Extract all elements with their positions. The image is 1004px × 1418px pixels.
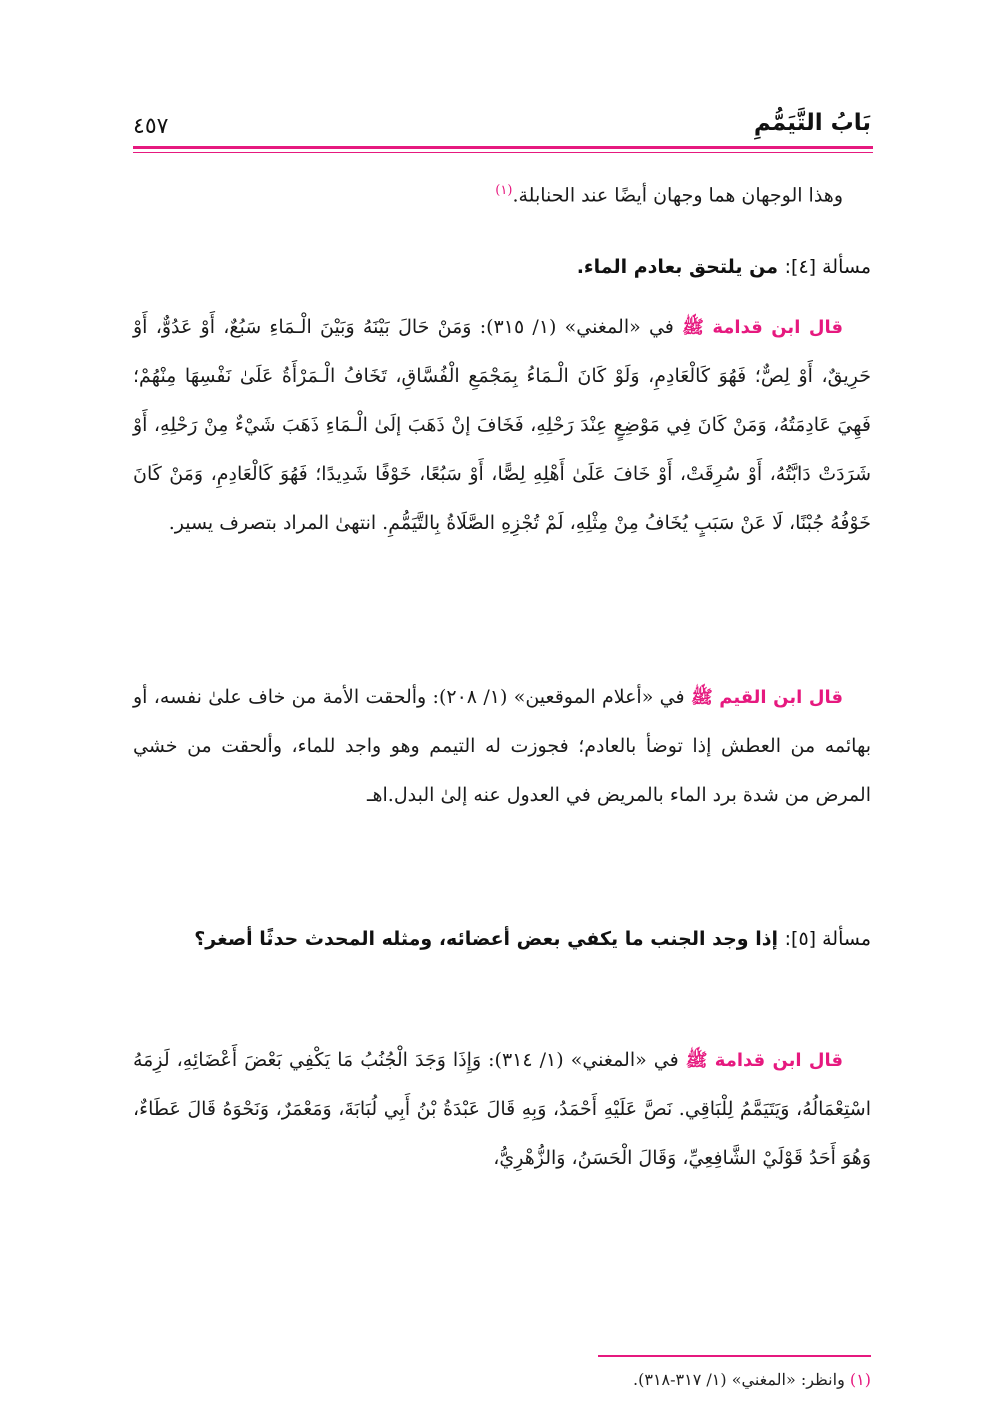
header-rule-thin: [133, 152, 873, 153]
intro-paragraph: [133, 166, 871, 220]
footnote-text: وانظر: «المغني» (١/ ٣١٧-٣١٨).: [633, 1370, 845, 1389]
quote-3-speaker: قال ابن قدامة ﷺ: [685, 1050, 844, 1071]
footnote: [633, 1370, 871, 1389]
quote-ibn-alqayyim: [133, 673, 871, 820]
quote-3-body: في «المغني» (١/ ٣١٤): وَإِذَا وَجَدَ الْجُنُبُ مَا يَكْفِي بَعْضَ أَعْضَائِهِ، لَزِمَهُ اسْتِعْمَالُهُ، وَيَتَيَمَّمُ لِلْبَاقِي. نَصَّ عَلَيْهِ أَحْمَدُ، وَبِهِ قَالَ عَبْدَةُ بْنُ أَبِي لُبَابَةَ، وَمَعْمَرٌ، وَنَحْوَهُ قَالَ عَطَاءٌ، وَهُوَ أَحَدُ قَوْلَيْ الشَّافِعِيِّ، وَقَالَ الْحَسَنُ، وَالزُّهْرِيُّ،: [133, 1049, 871, 1169]
running-head: [133, 104, 871, 144]
issue-4-label: مسألة [٤]:: [784, 256, 871, 278]
header-rule-thick: [133, 146, 873, 149]
quote-ibn-qudamah-2: [133, 1036, 871, 1183]
footnote-mark: (١): [849, 1370, 871, 1389]
issue-5-title: إذا وجد الجنب ما يكفي بعض أعضائه، ومثله المحدث حدثًا أصغر؟: [194, 928, 778, 950]
quote-1-speaker: قال ابن قدامة ﷺ: [682, 317, 843, 338]
issue-5-heading: [133, 916, 871, 962]
page-number: ٤٥٧: [133, 114, 169, 139]
footnote-rule: [598, 1355, 871, 1357]
footnote-reference[interactable]: (١): [495, 183, 513, 198]
issue-4-heading: [133, 243, 871, 291]
quote-ibn-qudamah-1: [133, 303, 871, 548]
quote-1-body: في «المغني» (١/ ٣١٥): وَمَنْ حَالَ بَيْنَهُ وَبَيْنَ الْـمَاءِ سَبُعٌ، أَوْ عَدُوٌّ، أَوْ حَرِيقٌ، أَوْ لِصٌّ؛ فَهُوَ كَالْعَادِمِ، وَلَوْ كَانَ الْـمَاءُ بِمَجْمَعِ الْفُسَّاقِ، تَخَافُ الْـمَرْأَةُ عَلَىٰ نَفْسِهَا مِنْهُمْ؛ فَهِيَ عَادِمَتُهُ، وَمَنْ كَانَ فِي مَوْضِعٍ عِنْدَ رَحْلِهِ، فَخَافَ إنْ ذَهَبَ إلَىٰ الْـمَاءِ ذَهَبَ شَيْءٌ مِنْ رَحْلِهِ، أَوْ شَرَدَتْ دَابَّتُهُ، أَوْ سُرِقَتْ، أَوْ خَافَ عَلَىٰ أَهْلِهِ لِصًّا، أَوْ سَبُعًا، خَوْفًا شَدِيدًا؛ فَهُوَ كَالْعَادِمِ، وَمَنْ كَانَ خَوْفُهُ جُبْنًا، لَا عَنْ سَبَبٍ يُخَافُ مِنْ مِثْلِهِ، لَمْ تُجْزِهِ الصَّلَاةُ بِالتَّيَمُّمِ. انتهىٰ المراد بتصرف يسير.: [133, 316, 871, 534]
issue-5-label: مسألة [٥]:: [784, 928, 871, 950]
quote-2-speaker: قال ابن القيم ﷺ: [690, 687, 844, 708]
intro-text: وهذا الوجهان هما وجهان أيضًا عند الحنابلة.: [512, 184, 843, 207]
chapter-title: بَابُ التَّيَمُّمِ: [753, 110, 871, 136]
issue-4-title: من يلتحق بعادم الماء.: [576, 256, 778, 278]
quote-2-body: في «أعلام الموقعين» (١/ ٢٠٨): وألحقت الأمة من خاف علىٰ نفسه، أو بهائمه من العطش إذا توضأ بالعادم؛ فجوزت له التيمم وهو واجد للماء، وألحقت من خشي المرض من شدة برد الماء بالمريض في العدول عنه إلىٰ البدل.اهـ: [133, 686, 871, 806]
